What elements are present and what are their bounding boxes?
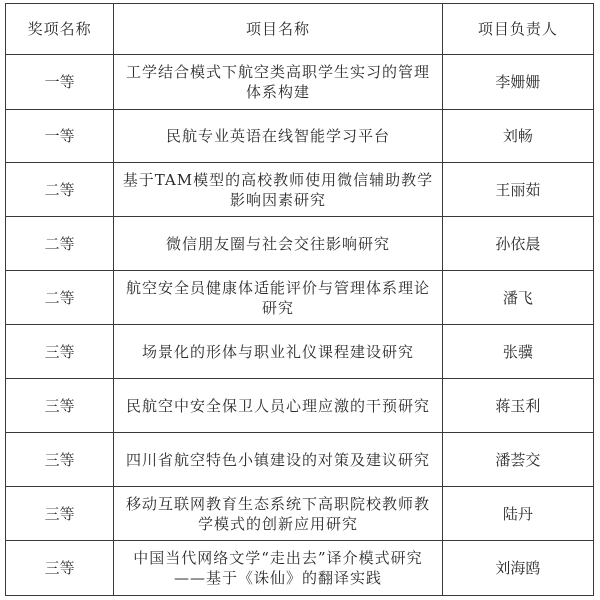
- project-owner-cell: 陆丹: [442, 486, 593, 541]
- project-name-cell: 民航专业英语在线智能学习平台: [114, 109, 443, 162]
- project-owner-cell: 蒋玉利: [442, 378, 593, 433]
- project-name-cell: 民航空中安全保卫人员心理应激的干预研究: [114, 378, 443, 433]
- table-row: [6, 270, 594, 325]
- table-row: [6, 541, 594, 596]
- table-row: [6, 162, 594, 217]
- award-level-cell: 三等: [6, 378, 114, 433]
- header-award-level: 奖项名称: [6, 4, 114, 55]
- award-level-cell: 二等: [6, 270, 114, 325]
- project-owner-cell: 孙依晨: [442, 217, 593, 270]
- header-project-owner: 项目负责人: [442, 4, 593, 55]
- table-row: [6, 433, 594, 486]
- award-level-cell: 一等: [6, 109, 114, 162]
- project-name-cell: 工学结合模式下航空类高职学生实习的管理体系构建: [114, 55, 443, 110]
- project-name-cell: 航空安全员健康体适能评价与管理体系理论研究: [114, 270, 443, 325]
- header-row: [6, 4, 594, 55]
- project-owner-cell: 王丽茹: [442, 162, 593, 217]
- table-row: [6, 325, 594, 378]
- project-owner-cell: 潘荟交: [442, 433, 593, 486]
- project-owner-cell: 李姗姗: [442, 55, 593, 110]
- award-level-cell: 三等: [6, 433, 114, 486]
- project-name-cell: 微信朋友圈与社会交往影响研究: [114, 217, 443, 270]
- project-name-cell: 中国当代网络文学“走出去”译介模式研究——基于《诛仙》的翻译实践: [114, 541, 443, 596]
- project-owner-cell: 张骥: [442, 325, 593, 378]
- project-owner-cell: 刘畅: [442, 109, 593, 162]
- project-name-cell: 移动互联网教育生态系统下高职院校教师教学模式的创新应用研究: [114, 486, 443, 541]
- table-row: [6, 378, 594, 433]
- project-name-cell: 四川省航空特色小镇建设的对策及建议研究: [114, 433, 443, 486]
- award-level-cell: 三等: [6, 325, 114, 378]
- table-row: [6, 109, 594, 162]
- award-level-cell: 三等: [6, 541, 114, 596]
- project-name-cell: 场景化的形体与职业礼仪课程建设研究: [114, 325, 443, 378]
- project-name-cell: 基于TAM模型的高校教师使用微信辅助教学影响因素研究: [114, 162, 443, 217]
- header-project-name: 项目名称: [114, 4, 443, 55]
- table-row: [6, 55, 594, 110]
- project-owner-cell: 潘飞: [442, 270, 593, 325]
- table-header: [6, 4, 594, 55]
- award-level-cell: 二等: [6, 162, 114, 217]
- table-row: [6, 217, 594, 270]
- award-level-cell: 一等: [6, 55, 114, 110]
- table-row: [6, 486, 594, 541]
- award-table: [5, 3, 594, 596]
- table-body: [6, 55, 594, 596]
- award-level-cell: 三等: [6, 486, 114, 541]
- project-owner-cell: 刘海鸥: [442, 541, 593, 596]
- award-level-cell: 二等: [6, 217, 114, 270]
